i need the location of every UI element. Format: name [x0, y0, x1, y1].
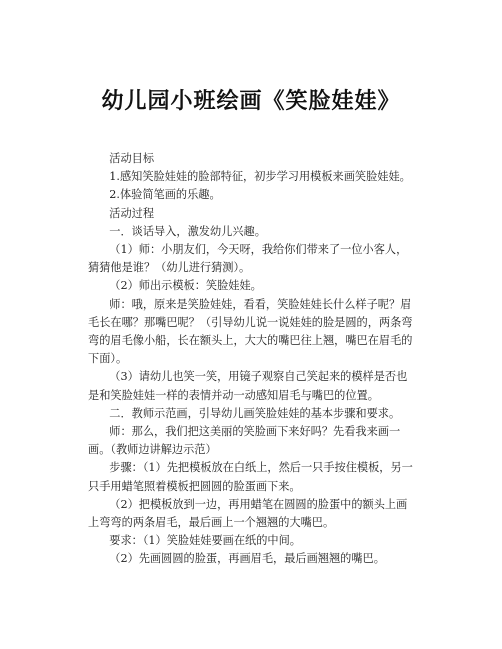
paragraph-step-3: （3）请幼儿也笑一笑，用镜子观察自己笑起来的模样是否也是和笑脸娃娃一样的表情并动一动感知眉毛与嘴巴的位置。 — [88, 370, 408, 402]
paragraph-drawing-step-1: 步骤：（1）先把模板放在白纸上，然后一只手按住模板，另一只手用蜡笔照着模板把圆圆的脸蛋画下来。 — [88, 461, 413, 493]
paragraph-step-1: （1）师：小朋友们，今天呀，我给你们带来了一位小客人，猜猜他是谁？（幼儿进行猜测）。 — [88, 243, 408, 275]
paragraph-section-1: 一．谈话导入，激发幼儿兴趣。 — [109, 224, 266, 238]
document-body — [88, 150, 418, 569]
paragraph-goals-heading: 活动目标 — [109, 152, 155, 165]
paragraph-teacher-demo: 师：那么，我们把这美丽的笑脸画下来好吗？先看我来画一画。（教师边讲解边示范） — [88, 425, 401, 457]
paragraph-drawing-step-2: （2）把模板放到一边，再用蜡笔在圆圆的脸蛋中的额头上画上弯弯的两条眉毛，最后画上一个翘翘的大嘴巴。 — [88, 497, 408, 530]
paragraph-process-heading: 活动过程 — [109, 206, 155, 220]
paragraph-teacher-question: 师：哦，原来是笑脸娃娃，看看，笑脸娃娃长什么样子呢？眉毛长在哪？那嘴巴呢？（引导幼儿说一说娃娃的脸是圆的，两条弯弯的眉毛像小船，长在额头上，大大的嘴巴往上翘，嘴巴在眉毛的下面）。 — [88, 297, 413, 366]
paragraph-goal-2: 2.体验简笔画的乐趣。 — [109, 188, 221, 202]
paragraph-requirement-1: 要求：（1）笑脸娃娃要画在纸的中间。 — [109, 534, 301, 548]
paragraph-requirement-2: （2）先画圆圆的脸蛋，再画眉毛，最后画翘翘的嘴巴。 — [109, 552, 385, 566]
paragraph-section-2: 二．教师示范画，引导幼儿画笑脸娃娃的基本步骤和要求。 — [109, 406, 401, 420]
paragraph-goal-1: 1.感知笑脸娃娃的脸部特征，初步学习用模板来画笑脸娃娃。 — [109, 170, 411, 184]
document-title: 幼儿园小班绘画《笑脸娃娃》 — [101, 89, 401, 114]
paragraph-step-2: （2）师出示模板：笑脸娃娃。 — [109, 279, 262, 293]
